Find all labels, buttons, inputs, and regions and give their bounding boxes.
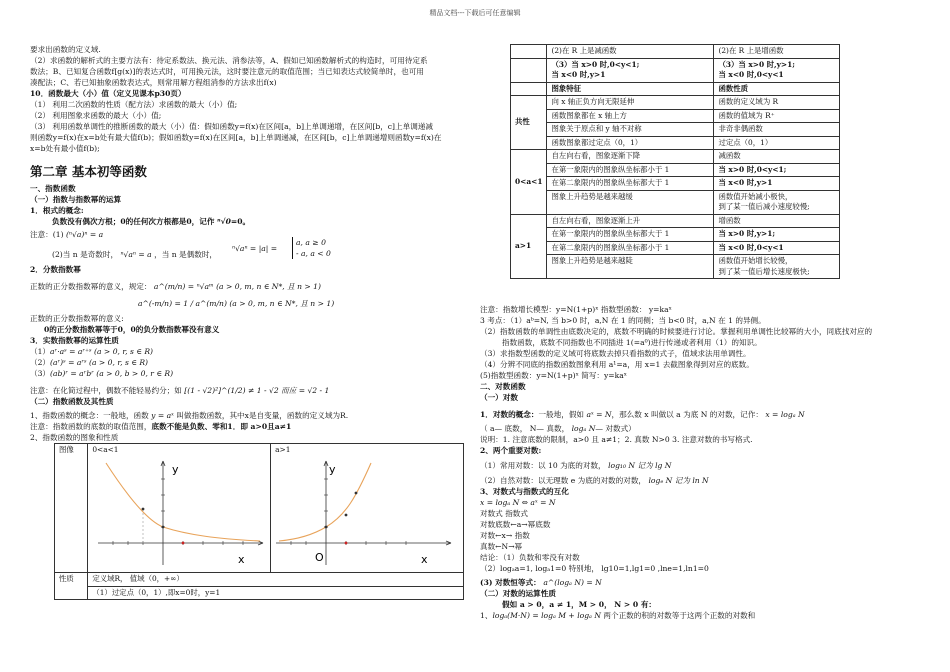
table-cell: 函数值开始增长较慢， 到了某一值后增长速度极快; — [714, 255, 840, 279]
formula-line: （3）(ab)ʳ = aʳbʳ (a > 0, b > 0, r ∈ R) — [30, 369, 174, 378]
paragraph: x=b处有最小值f(b); — [30, 144, 100, 153]
left-column — [30, 44, 468, 600]
table-cell: 图象特征 — [547, 82, 714, 96]
table-cell: (2)在 R 上是增函数 — [714, 45, 840, 59]
formula-line: 正数的正分数指数幂的意义，规定： a^(m/n) = ⁿ√aᵐ (a > 0, m, n ∈ N*, 且 n > 1) — [30, 282, 321, 291]
table-cell: 当 x>0 时,0<y<1; — [714, 163, 840, 177]
subsection-heading: （一）指数与指数幂的运算 — [30, 195, 122, 204]
paragraph: 真数←N→幂 — [480, 542, 523, 551]
table-cell: 当 x>0 时,y>1; — [714, 228, 840, 242]
formula-line: x = logₐ N ⇔ aˣ = N — [480, 498, 556, 507]
origin-label: O — [315, 550, 324, 564]
page-header: 精品文档---下载后可任意编辑 — [429, 9, 521, 17]
table-cell: 在第一象限内的图象纵坐标都小于 1 — [547, 163, 714, 177]
paragraph: 假如 a > 0，a ≠ 1，M > 0， N > 0 有： — [502, 600, 657, 609]
table-row — [511, 241, 840, 255]
column-label: a>1 — [275, 445, 291, 454]
table-row — [511, 123, 840, 137]
paragraph: 对数底数←a→幂底数 — [480, 520, 551, 529]
table-cell: 减函数 — [714, 150, 840, 164]
row-group-label: 0<a<1 — [511, 150, 547, 215]
paragraph: （1） 利用二次函数的性质（配方法）求函数的最大（小）值; — [30, 100, 238, 109]
paragraph: 正数的正分数指数幂的意义: — [30, 314, 124, 323]
section-heading: 一、指数函数 — [30, 184, 76, 193]
table-cell: （1）过定点（0，1）,即x=0时，y=1 — [88, 586, 464, 600]
paragraph: 对数式 指数式 — [480, 509, 528, 518]
table-cell: 非奇非偶函数 — [714, 123, 840, 137]
column-label: 0<a<1 — [92, 445, 119, 454]
table-cell: (2)在 R 上是减函数 — [547, 45, 714, 59]
paragraph: （3） 利用函数单调性的推断函数的最大（小）值：假如函数y=f(x)在区间[a，b]上单调递增，在区间[b，c]上单调递减 — [30, 122, 433, 131]
section-heading: 10．函数最大（小）值（定义见课本p30页） — [30, 89, 186, 98]
chapter-title: 第二章 基本初等函数 — [30, 164, 147, 179]
paragraph: 注意：指数函数的底数的取值范围，底数不能是负数、零和1．即 a>0且a≠1 — [30, 422, 292, 431]
table-cell: 定义域R， 值域（0，+∞） — [88, 573, 464, 587]
row-group-label: a>1 — [511, 214, 547, 279]
section-heading: 二、对数函数 — [480, 382, 526, 391]
paragraph: （ a— 底数， N— 真数， logₐ N— 对数式） — [480, 424, 636, 433]
y-axis-label: y — [172, 462, 179, 476]
table-row — [511, 228, 840, 242]
paragraph: 对数←x→ 指数 — [480, 531, 530, 540]
subsection-heading: （一）对数 — [480, 393, 518, 402]
row-group-label — [511, 58, 547, 82]
subsection-heading: （二）对数的运算性质 — [480, 589, 556, 598]
formula-line: 1、logₐ(M·N) = logₐ M + logₐ N 两个正数的积的对数等于这两个正数的对数和 — [480, 611, 756, 620]
formula-line: a^(-m/n) = 1 / a^(m/n) (a > 0, m, n ∈ N*, 且 n > 1) — [138, 299, 335, 308]
table-cell: 自左向右看，图象逐渐下降 — [547, 150, 714, 164]
paragraph: (3) 对数恒等式： a^(logₐ N) = N — [480, 578, 602, 587]
table-cell: 图象关于原点和 y 轴不对称 — [547, 123, 714, 137]
formula-line: (2)当 n 是奇数时， ⁿ√aⁿ = a ，当 n 是偶数时， ⁿ√aⁿ = |a| = a, a ≥ 0 - a, a < 0 — [52, 238, 331, 259]
x-axis-label: x — [238, 552, 245, 566]
table-row — [511, 255, 840, 279]
table-cell: 函数性质 — [714, 82, 840, 96]
table-cell: 向 x 轴正负方向无限延伸 — [547, 96, 714, 110]
graph-cell-decay — [88, 444, 271, 573]
paragraph: （2） 利用图象求函数的最大（小）值; — [30, 111, 162, 120]
paragraph: (5)指数型函数：y=N(1+p)ˣ 简写：y=kaˣ — [480, 371, 628, 380]
y-axis-label: y — [329, 462, 336, 476]
subsection-heading: 3．实数指数幂的运算性质 — [30, 336, 119, 345]
subsection-heading: 3、对数式与指数式的互化 — [480, 487, 569, 496]
table-cell: 函数图象都在 x 轴上方 — [547, 109, 714, 123]
paragraph: 注意：在化简过程中，偶数不能轻易约分；如 [(1 - √2)²]^(1/2) ≠ 1 - √2 而应 = √2 - 1 — [30, 386, 330, 395]
paragraph: 则函数y=f(x)在x=b处有最大值f(b)；假如函数y=f(x)在区间[a，b]上单调递减，在区间[b，c]上单调递增则函数y=f(x)在 — [30, 133, 442, 142]
table-cell: 当 x<0 时,y>1 — [714, 177, 840, 191]
table-cell: 函数的定义域为 R — [714, 96, 840, 110]
paragraph: 要求出函数的定义域. — [30, 45, 101, 54]
paragraph: 指数函数，底数不同指数也不同插进 1(=a⁰)进行传递或者利用（1）的知识。 — [502, 338, 762, 347]
paragraph: 0的正分数指数幂等于0，0的负分数指数幂没有意义 — [44, 325, 220, 334]
table-cell: 当 x<0 时,0<y<1 — [714, 241, 840, 255]
table-row — [511, 96, 840, 110]
right-column — [480, 304, 925, 621]
exp-properties-table — [510, 44, 840, 279]
paragraph: 1、指数函数的概念：一般地，函数 y = aˣ 叫做指数函数，其中x是自变量，函数的定义域为R. — [30, 411, 349, 420]
decay-graph — [88, 457, 268, 569]
subsection-heading: 2．分数指数幂 — [30, 265, 81, 274]
paragraph: 1．对数的概念：一般地，假如 aˣ = N，那么数 x 叫做以 a 为底 N 的对数，记作： x = logₐ N — [480, 410, 805, 419]
table-row — [511, 163, 840, 177]
table-cell: 在第一象限内的图象纵坐标都大于 1 — [547, 228, 714, 242]
paragraph: 结论：（1）负数和零没有对数 — [480, 553, 580, 562]
table-cell: 图象上升趋势是越来越陡 — [547, 255, 714, 279]
table-cell: 函数值开始减小极快， 到了某一值后减小速度较慢; — [714, 190, 840, 214]
paragraph: 负数没有偶次方根；0的任何次方根都是0，记作 ⁿ√0=0。 — [52, 217, 251, 226]
table-row — [511, 214, 840, 228]
paragraph: 3 考点：（1）aᵇ=N, 当 b>0 时，a,N 在 1 的同侧；当 b<0 时，a,N 在 1 的异侧。 — [480, 316, 766, 325]
graph-cell-growth — [271, 444, 464, 573]
paragraph: （2）自然对数：以无理数 e 为底的对数的对数， logₑ N 记为 ln N — [480, 476, 709, 485]
paragraph: （4）分辨不同底的指数函数图象利用 a¹=a，用 x=1 去截图象得到对应的底数。 — [480, 360, 754, 369]
table-cell: 函数图象都过定点（0，1） — [547, 136, 714, 150]
table-cell: （3）当 x>0 时,y>1; 当 x<0 时,0<y<1 — [714, 58, 840, 82]
table-cell: 自左向右看，图象逐渐上升 — [547, 214, 714, 228]
x-axis-label: x — [421, 552, 428, 566]
paragraph: （2）指数函数的单调性由底数决定的，底数不明确的时候要进行讨论。掌握利用单调性比较幂的大小，同底找对应的 — [480, 327, 873, 336]
table-row — [511, 58, 840, 82]
paragraph: 凑配法；C、若已知抽象函数表达式，则常用解方程组消参的方法求出f(x) — [30, 78, 277, 87]
row-group-label — [511, 82, 547, 96]
table-row — [511, 177, 840, 191]
row-label: 性质 — [55, 573, 88, 600]
subsection-heading: 1．根式的概念: — [30, 206, 84, 215]
table-row — [511, 190, 840, 214]
table-row — [511, 82, 840, 96]
formula-line: （2）(aʳ)ˢ = aʳˢ (a > 0, r, s ∈ R) — [30, 358, 148, 367]
paragraph: （2）logₐa=1, logₐ1=0 特别地， lg10=1,lg1=0 ,lne=1,ln1=0 — [480, 564, 709, 573]
table-cell: 在第二象限内的图象纵坐标都大于 1 — [547, 177, 714, 191]
table-row — [511, 109, 840, 123]
exp-function-table — [54, 443, 464, 600]
paragraph: （3）求指数型函数的定义域可将底数去掉只看指数的式子，值域求法用单调性。 — [480, 349, 751, 358]
subsection-heading: （二）指数函数及其性质 — [30, 397, 114, 406]
paragraph: 2、指数函数的图象和性质 — [30, 433, 119, 442]
paragraph: 注意：指数增长模型：y=N(1+p)ˣ 指数型函数： y=kaˣ — [480, 305, 672, 314]
table-cell: 在第二象限内的图象纵坐标都小于 1 — [547, 241, 714, 255]
paragraph: （1）常用对数：以 10 为底的对数， log₁₀ N 记为 lg N — [480, 461, 672, 470]
table-cell: 函数的值域为 R⁺ — [714, 109, 840, 123]
table-row — [511, 150, 840, 164]
paragraph: 说明：1. 注意底数的限制，a>0 且 a≠1；2. 真数 N>0 3. 注意对数的书写格式. — [480, 435, 753, 444]
formula-line: 注意：(1) (ⁿ√a)ⁿ = a — [30, 230, 104, 239]
table-cell: 图象上升趋势是越来越缓 — [547, 190, 714, 214]
subsection-heading: 2、两个重要对数: — [480, 446, 542, 455]
table-cell: （3）当 x>0 时,0<y<1; 当 x<0 时,y>1 — [547, 58, 714, 82]
table-row — [511, 45, 840, 59]
row-group-label — [511, 45, 547, 59]
table-row — [511, 136, 840, 150]
formula-line: （1）aʳ·aˢ = aʳ⁺ˢ (a > 0, r, s ∈ R) — [30, 347, 154, 356]
row-label: 图像 — [55, 444, 88, 573]
growth-graph — [271, 457, 461, 569]
paragraph: （2）求函数的解析式的主要方法有：待定系数法、换元法、消参法等，A、假如已知函数解析式的构造时，可用待定系 — [30, 56, 428, 65]
table-cell: 增函数 — [714, 214, 840, 228]
table-cell: 过定点（0，1） — [714, 136, 840, 150]
row-group-label: 共性 — [511, 96, 547, 150]
paragraph: 数法；B、已知复合函数f[g(x)]的表达式时，可用换元法，这时要注意元的取值范围；当已知表达式较简单时，也可用 — [30, 67, 424, 76]
